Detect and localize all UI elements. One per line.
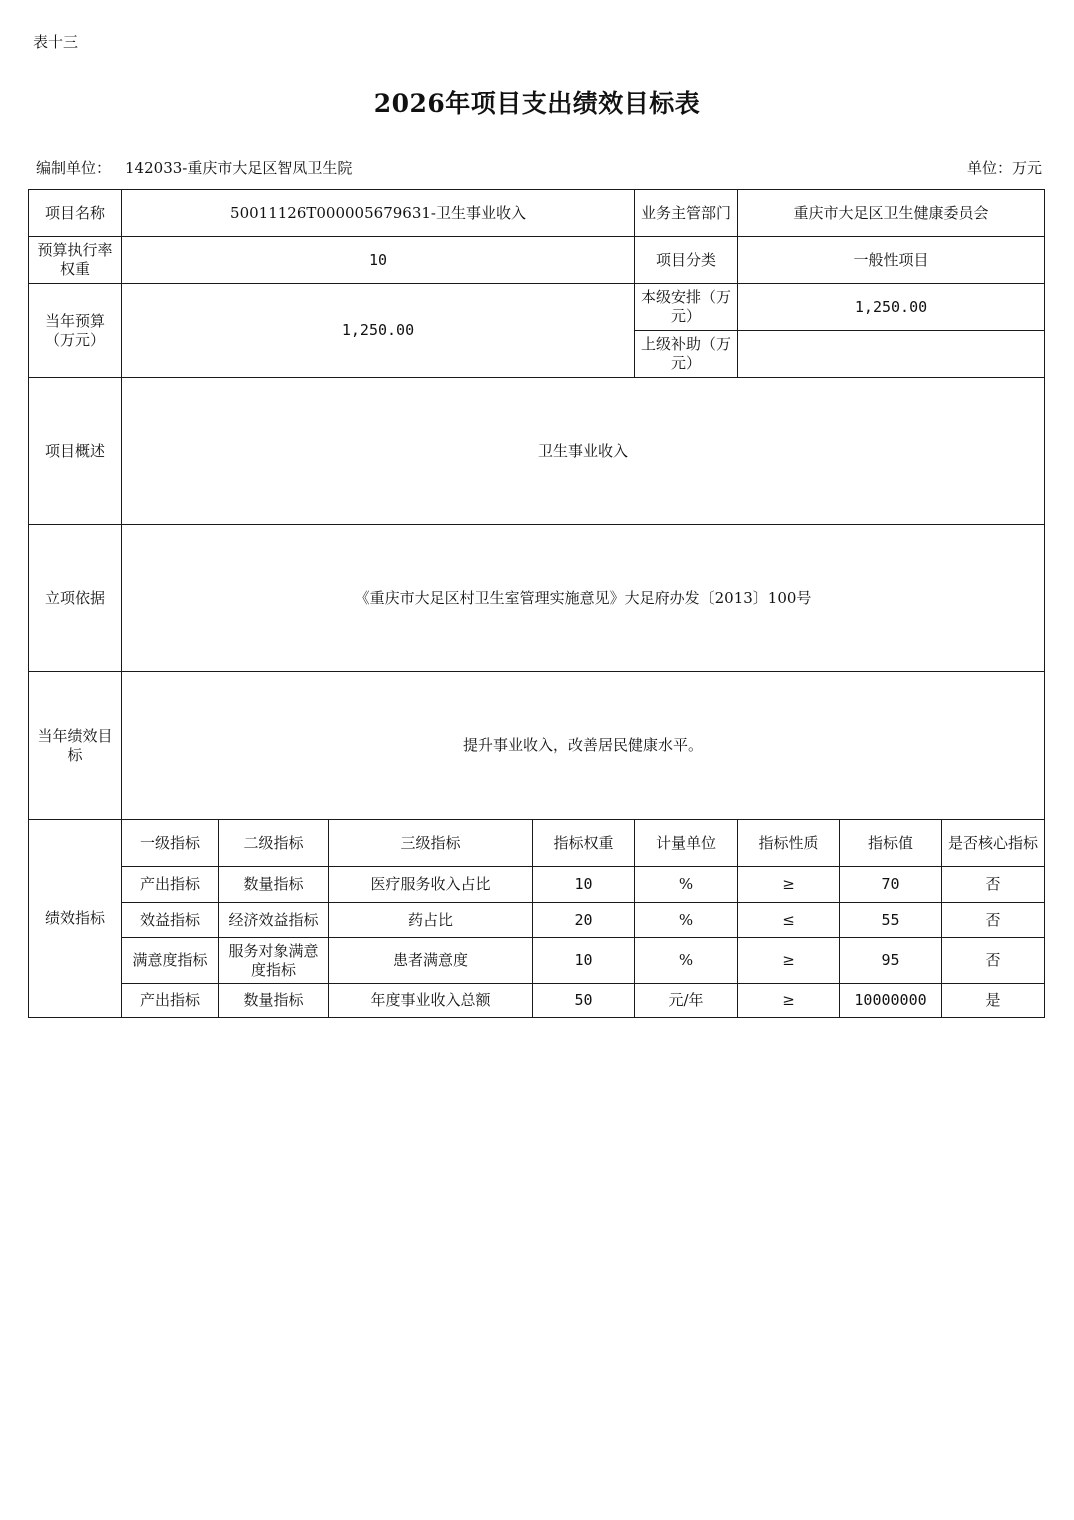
dept-value: 重庆市大足区卫生健康委员会: [738, 190, 1045, 237]
row-goal: [29, 672, 1045, 820]
row2-nature: ≤: [738, 903, 840, 938]
row1-level3: 医疗服务收入占比: [329, 867, 533, 903]
row3-level3: 患者满意度: [329, 938, 533, 984]
row1-core: 否: [942, 867, 1045, 903]
header-level1: 一级指标: [122, 820, 219, 867]
row4-nature: ≥: [738, 984, 840, 1018]
row3-core: 否: [942, 938, 1045, 984]
row2-core: 否: [942, 903, 1045, 938]
performance-target-table: [28, 189, 1045, 1018]
compiling-unit-label: 编制单位：: [36, 159, 112, 177]
header-value: 指标值: [840, 820, 942, 867]
page-title: 2026年项目支出绩效目标表: [373, 89, 701, 118]
header-level3: 三级指标: [329, 820, 533, 867]
row1-unit: %: [635, 867, 738, 903]
upper-value: [738, 331, 1045, 378]
row2-unit: %: [635, 903, 738, 938]
row2-level3: 药占比: [329, 903, 533, 938]
category-value: 一般性项目: [738, 237, 1045, 284]
indicator-row: [29, 938, 1045, 984]
row1-value: 70: [840, 867, 942, 903]
local-label: 本级安排（万元）: [635, 284, 738, 331]
row2-value: 55: [840, 903, 942, 938]
row-basis: [29, 525, 1045, 672]
budget-value: 1,250.00: [122, 284, 635, 378]
row3-unit: %: [635, 938, 738, 984]
row3-nature: ≥: [738, 938, 840, 984]
exec-rate-label: 预算执行率权重: [29, 237, 122, 284]
project-name-label: 项目名称: [29, 190, 122, 237]
basis-label: 立项依据: [29, 525, 122, 672]
row4-core: 是: [942, 984, 1045, 1018]
header-weight: 指标权重: [533, 820, 635, 867]
row1-weight: 10: [533, 867, 635, 903]
indicator-header-row: [29, 820, 1045, 867]
header-level2: 二级指标: [219, 820, 329, 867]
basis-value: 《重庆市大足区村卫生室管理实施意见》大足府办发〔2013〕100号: [122, 525, 1045, 672]
indicators-section-label: 绩效指标: [29, 820, 122, 1018]
row-budget-local: [29, 284, 1045, 331]
row3-level2: 服务对象满意度指标: [219, 938, 329, 984]
row4-level3: 年度事业收入总额: [329, 984, 533, 1018]
indicator-row: [29, 984, 1045, 1018]
row-exec-rate: [29, 237, 1045, 284]
project-name-value: 50011126T000005679631-卫生事业收入: [122, 190, 635, 237]
row4-level1: 产出指标: [122, 984, 219, 1018]
row3-level1: 满意度指标: [122, 938, 219, 984]
header-nature: 指标性质: [738, 820, 840, 867]
row-overview: [29, 378, 1045, 525]
goal-label: 当年绩效目标: [29, 672, 122, 820]
table-number: 表十三: [33, 33, 79, 51]
indicator-row: [29, 903, 1045, 938]
row4-weight: 50: [533, 984, 635, 1018]
compiling-unit: [36, 157, 352, 178]
row3-value: 95: [840, 938, 942, 984]
row2-level1: 效益指标: [122, 903, 219, 938]
goal-value: 提升事业收入，改善居民健康水平。: [122, 672, 1045, 820]
local-value: 1,250.00: [738, 284, 1045, 331]
header-unit: 计量单位: [635, 820, 738, 867]
dept-label: 业务主管部门: [635, 190, 738, 237]
overview-label: 项目概述: [29, 378, 122, 525]
row1-level2: 数量指标: [219, 867, 329, 903]
row1-level1: 产出指标: [122, 867, 219, 903]
row-project-name: [29, 190, 1045, 237]
header-core: 是否核心指标: [942, 820, 1045, 867]
category-label: 项目分类: [635, 237, 738, 284]
compiling-unit-value: 142033-重庆市大足区智凤卫生院: [125, 159, 353, 177]
row4-unit: 元/年: [635, 984, 738, 1018]
upper-label: 上级补助（万元）: [635, 331, 738, 378]
row1-nature: ≥: [738, 867, 840, 903]
overview-value: 卫生事业收入: [122, 378, 1045, 525]
indicator-row: [29, 867, 1045, 903]
row2-level2: 经济效益指标: [219, 903, 329, 938]
row3-weight: 10: [533, 938, 635, 984]
currency-unit: 单位：万元: [966, 159, 1042, 177]
exec-rate-value: 10: [122, 237, 635, 284]
row4-value: 10000000: [840, 984, 942, 1018]
row2-weight: 20: [533, 903, 635, 938]
budget-label: 当年预算（万元）: [29, 284, 122, 378]
row4-level2: 数量指标: [219, 984, 329, 1018]
